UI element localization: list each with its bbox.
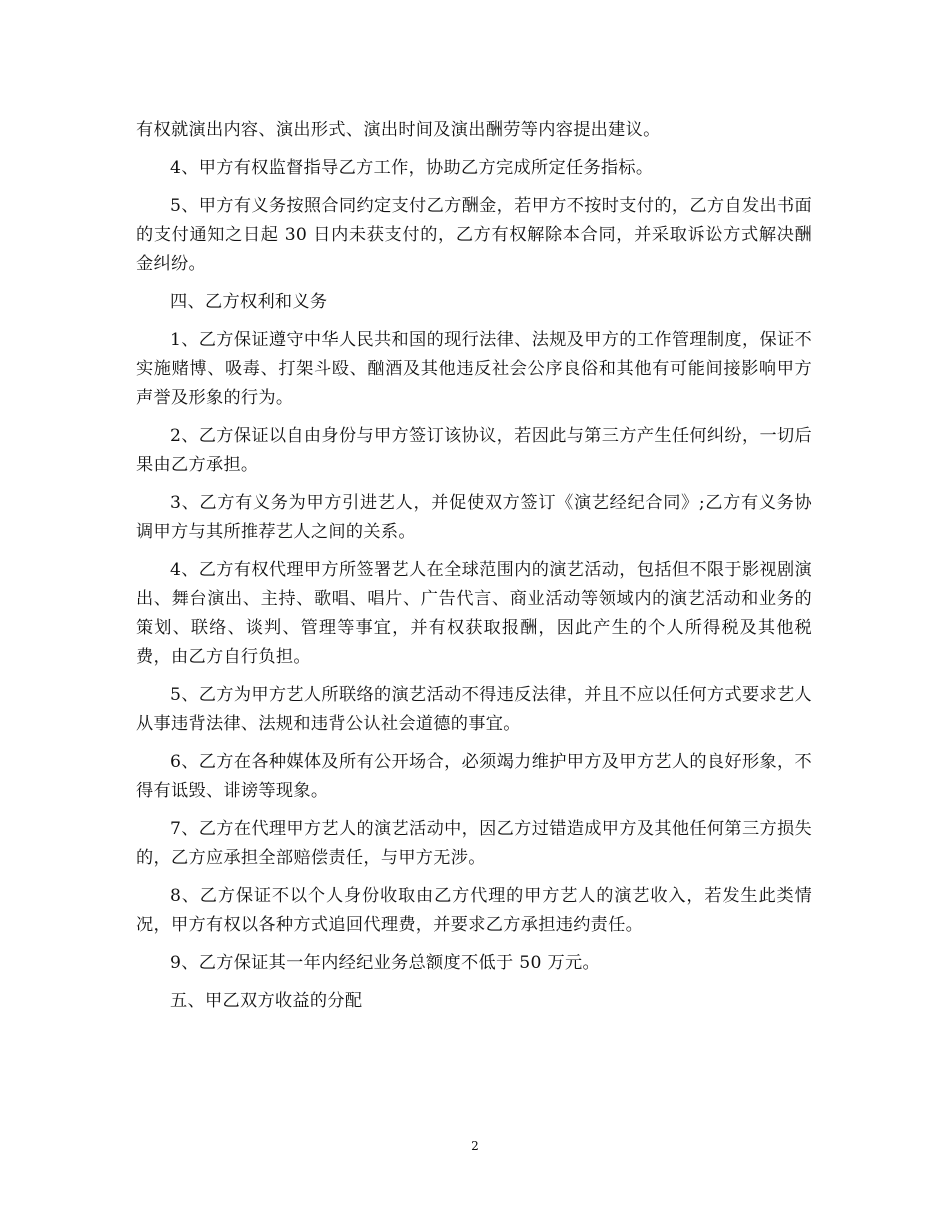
paragraph-12: 8、乙方保证不以个人身份收取由乙方代理的甲方艺人的演艺收入，若发生此类情况，甲方有权以各种方式追回代理费，并要求乙方承担违约责任。 (136, 886, 812, 935)
paragraph-6: 2、乙方保证以自由身份与甲方签订该协议，若因此与第三方产生任何纠纷，一切后果由乙方承担。 (136, 426, 812, 475)
page-number: 2 (471, 1139, 479, 1153)
paragraph-9: 5、乙方为甲方艺人所联络的演艺活动不得违反法律，并且不应以任何方式要求艺人从事违背法律、法规和违背公认社会道德的事宜。 (136, 685, 812, 734)
paragraph-10: 6、乙方在各种媒体及所有公开场合，必须竭力维护甲方及甲方艺人的良好形象，不得有诋毁、诽谤等现象。 (136, 752, 812, 801)
paragraph-5: 1、乙方保证遵守中华人民共和国的现行法律、法规及甲方的工作管理制度，保证不实施赌博、吸毒、打架斗殴、酗酒及其他违反社会公序良俗和其他有可能间接影响甲方声誉及形象的行为。 (136, 330, 812, 408)
paragraph-13: 9、乙方保证其一年内经纪业务总额度不低于 50 万元。 (170, 953, 600, 973)
paragraph-1: 有权就演出内容、演出形式、演出时间及演出酬劳等内容提出建议。 (136, 120, 661, 140)
paragraph-11: 7、乙方在代理甲方艺人的演艺活动中，因乙方过错造成甲方及其他任何第三方损失的，乙方应承担全部赔偿责任，与甲方无涉。 (136, 819, 812, 868)
document-body (136, 116, 812, 1025)
section-heading-5: 五、甲乙双方收益的分配 (170, 991, 363, 1011)
section-heading-4: 四、乙方权利和义务 (170, 292, 328, 312)
paragraph-2: 4、甲方有权监督指导乙方工作，协助乙方完成所定任务指标。 (170, 158, 654, 178)
paragraph-3: 5、甲方有义务按照合同约定支付乙方酬金，若甲方不按时支付的，乙方自发出书面的支付通知之日起 30 日内未获支付的，乙方有权解除本合同，并采取诉讼方式解决酬金纠纷。 (136, 196, 812, 274)
paragraph-8: 4、乙方有权代理甲方所签署艺人在全球范围内的演艺活动，包括但不限于影视剧演出、舞台演出、主持、歌唱、唱片、广告代言、商业活动等领域内的演艺活动和业务的策划、联络、谈判、管理等事宜，并有权获取报酬，因此产生的个人所得税及其他税费，由乙方自行负担。 (136, 560, 812, 667)
paragraph-7: 3、乙方有义务为甲方引进艺人，并促使双方签订《演艺经纪合同》;乙方有义务协调甲方与其所推荐艺人之间的关系。 (136, 493, 812, 542)
